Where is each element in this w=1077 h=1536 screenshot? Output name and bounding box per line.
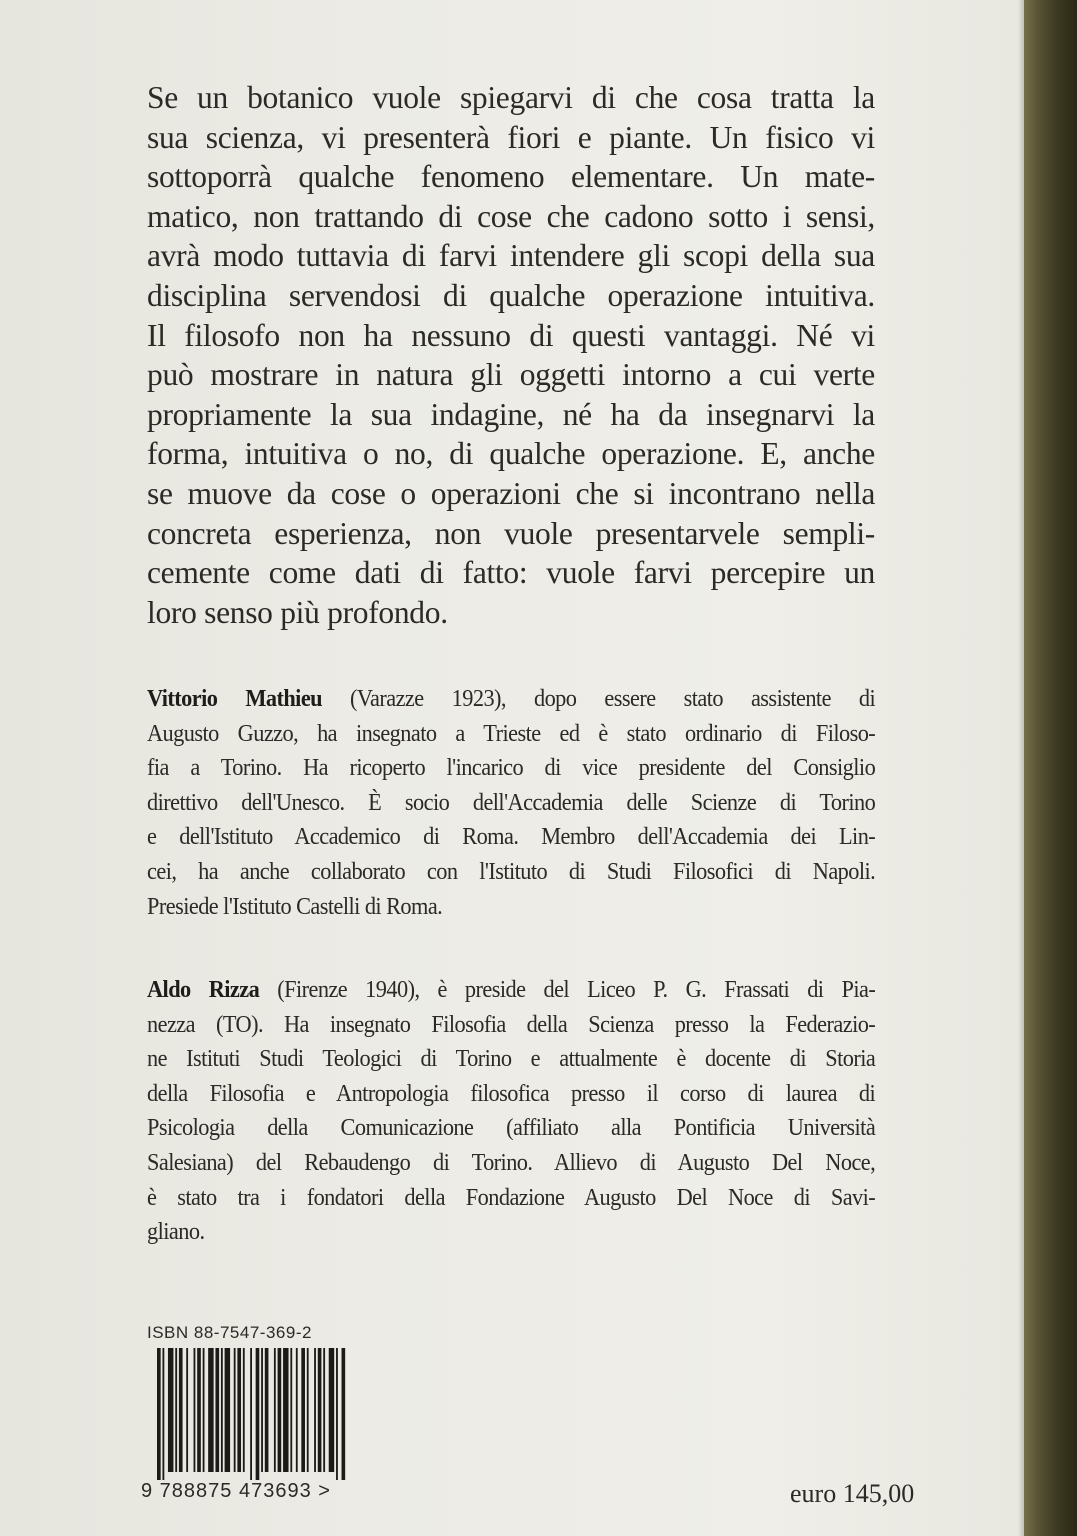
- bio-line: [147, 973, 875, 1008]
- blurb-line: disciplina servendosi di qualche operazione intuitiva.: [147, 277, 875, 313]
- book-spine: [1024, 0, 1077, 1536]
- bio-line: ne Istituti Studi Teologici di Torino e attualmente è docente di Storia: [147, 1046, 876, 1073]
- bio-line: direttivo dell'Unesco. È socio dell'Accademia delle Scienze di Torino: [147, 789, 876, 816]
- author-bio-mathieu: [147, 682, 876, 924]
- bio-line: Augusto Guzzo, ha insegnato a Trieste ed è stato ordinario di Filoso-: [147, 720, 876, 747]
- author-bio-rizza: [147, 973, 876, 1250]
- blurb-line: può mostrare in natura gli oggetti intorno a cui verte: [147, 357, 875, 393]
- cover-blurb: [147, 78, 875, 632]
- author-name: Aldo Rizza: [147, 977, 260, 1003]
- blurb-line: concreta esperienza, non vuole presentarvele sempli-: [147, 515, 875, 551]
- bio-line: Psicologia della Comunicazione (affiliato alla Pontificia Università: [147, 1115, 876, 1142]
- author-name: Vittorio Mathieu: [147, 686, 323, 712]
- bio-line: e dell'Istituto Accademico di Roma. Membro dell'Accademia dei Lin-: [147, 824, 876, 851]
- blurb-line: Il filosofo non ha nessuno di questi vantaggi. Né vi: [147, 317, 875, 353]
- bio-line: Salesiana) del Rebaudengo di Torino. Allievo di Augusto Del Noce,: [147, 1149, 876, 1176]
- bio-line: nezza (TO). Ha insegnato Filosofia della Scienza presso la Federazio-: [147, 1011, 876, 1038]
- blurb-line: loro senso più profondo.: [147, 594, 448, 630]
- blurb-line: sottoporrà qualche fenomeno elementare. Un mate-: [147, 159, 875, 195]
- isbn-label: ISBN 88-7547-369-2: [147, 1323, 312, 1342]
- blurb-line: Se un botanico vuole spiegarvi di che cosa tratta la: [147, 80, 875, 115]
- bio-line-rest: (Varazze 1923), dopo essere stato assistente di: [322, 686, 876, 712]
- bio-line-rest: (Firenze 1940), è preside del Liceo P. G. Frassati di Pia-: [259, 977, 876, 1003]
- bio-line: [147, 682, 875, 717]
- blurb-line: forma, intuitiva o no, di qualche operazione. E, anche: [147, 436, 875, 472]
- barcode-digits: 9 788875 473693 >: [141, 1480, 331, 1502]
- blurb-line: propriamente la sua indagine, né ha da insegnarvi la: [147, 396, 875, 432]
- blurb-line: matico, non trattando di cose che cadono sotto i sensi,: [147, 198, 875, 234]
- blurb-line: cemente come dati di fatto: vuole farvi percepire un: [147, 555, 875, 591]
- bio-line: della Filosofia e Antropologia filosofica presso il corso di laurea di: [147, 1080, 876, 1107]
- price-label: euro 145,00: [790, 1479, 915, 1508]
- blurb-line: se muove da cose o operazioni che si incontrano nella: [147, 475, 875, 511]
- blurb-line: sua scienza, vi presenterà fiori e piante. Un fisico vi: [147, 119, 875, 155]
- barcode-image: [157, 1348, 347, 1480]
- bio-line: Presiede l'Istituto Castelli di Roma.: [147, 893, 443, 920]
- blurb-line: avrà modo tuttavia di farvi intendere gli scopi della sua: [147, 238, 875, 274]
- bio-line: fia a Torino. Ha ricoperto l'incarico di vice presidente del Consiglio: [147, 755, 876, 782]
- bio-line: cei, ha anche collaborato con l'Istituto di Studi Filosofici di Napoli.: [147, 858, 876, 885]
- bio-line: gliano.: [147, 1219, 205, 1246]
- bio-line: è stato tra i fondatori della Fondazione Augusto Del Noce di Savi-: [147, 1184, 876, 1211]
